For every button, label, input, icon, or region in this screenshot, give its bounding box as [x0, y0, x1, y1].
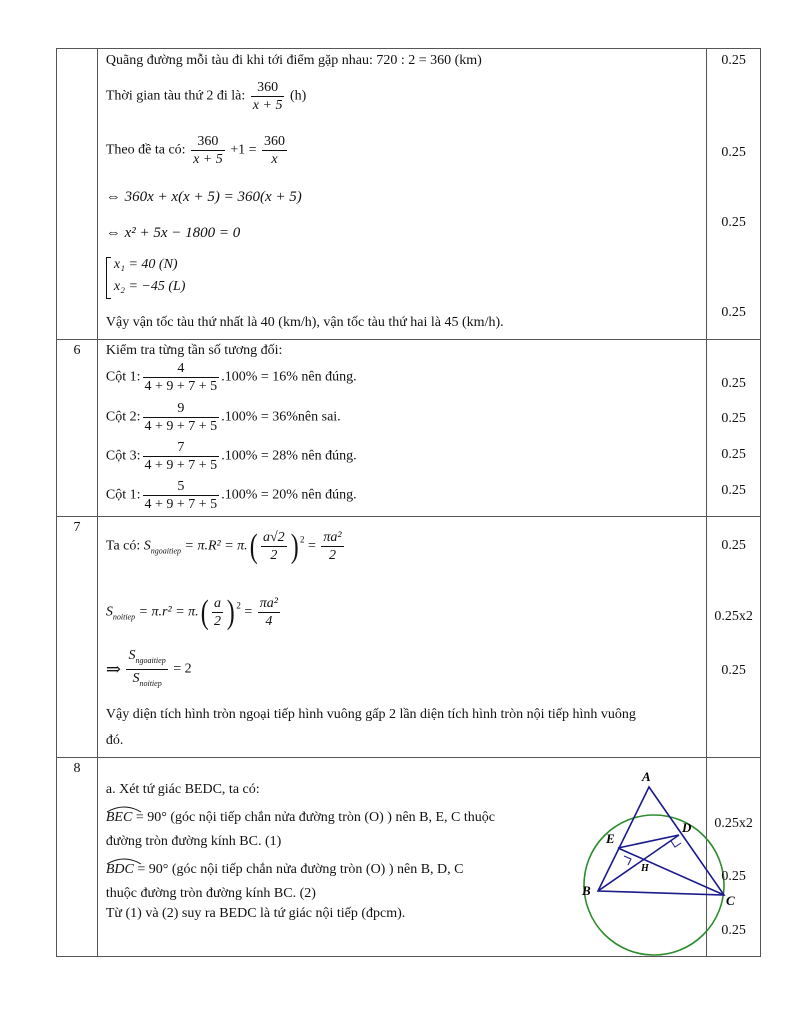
row-content-cell	[97, 517, 706, 758]
fraction: $\frac{360}{x}$	[264, 134, 286, 167]
score-value: 0.25	[721, 663, 746, 678]
label-B: B	[581, 883, 591, 898]
score-value: 0.25x2	[714, 816, 753, 831]
frequency-line: Cột 1: $\frac{5}{4 + 9 + 7 + 5}$ .100% = 20% nên đúng.	[105, 479, 357, 512]
score-cell	[707, 340, 761, 517]
frequency-line: Cột 2: $\frac{9}{4 + 9 + 7 + 5}$ .100% = 36%nên sai.	[105, 401, 341, 434]
text-line: đường tròn đường kính BC. (1)	[105, 834, 282, 849]
table-row	[57, 340, 761, 517]
right-angle-D	[671, 841, 681, 847]
equation-line: ⇒ $\frac{S_{ngoaitiep}}{S_{noitiep}}$ = 2	[106, 647, 192, 692]
angle-notation: BDC	[106, 862, 134, 878]
bracket-mark	[106, 257, 111, 299]
text-line: BEC = 90° (góc nội tiếp chắn nửa đường tròn (O) ) nên B, E, C thuộc	[106, 810, 495, 826]
text-label: (h)	[289, 88, 307, 104]
arc-mark	[106, 857, 142, 865]
text-line: a. Xét tứ giác BEDC, ta có:	[105, 782, 260, 797]
equation-line: ⇔ x² + 5x − 1800 = 0	[105, 225, 241, 241]
right-angle-E	[624, 856, 631, 865]
label-H: H	[640, 863, 649, 874]
label-C: C	[725, 893, 735, 908]
table-row	[57, 758, 761, 957]
equation-line	[106, 79, 306, 114]
row-content-cell	[97, 49, 706, 340]
equation-line: Ta có: $S_{ngoaitiep} = \pi.R^2 = \pi$.( $\frac{a√2}{2}$ ) $^2$ = $\frac{\text{πa²}}{2}$	[105, 527, 342, 565]
score-value: 0.25	[721, 305, 746, 320]
score-cell	[707, 49, 761, 340]
row-number-cell	[57, 49, 98, 340]
text-line: Vậy diện tích hình tròn ngoại tiếp hình vuông gấp 2 lần diện tích hình tròn nội tiếp hình vuông	[105, 707, 636, 722]
score-value: 0.25	[721, 411, 746, 426]
label-D: D	[681, 820, 692, 835]
fraction: $\frac{360}{x + 5}$	[252, 80, 283, 113]
score-value: 0.25	[721, 447, 746, 462]
answer-table	[56, 48, 761, 957]
row-number-cell: 8	[57, 758, 98, 957]
score-value: 0.25	[721, 538, 746, 553]
solution-item: x₁ = 40 (N)	[113, 257, 178, 272]
score-value: 0.25	[721, 145, 746, 160]
equation-line: $S_{noitiep} = \pi.r^2 = \pi$.( $\frac{a}{2}$ ) $^2$ = $\frac{\text{πa²}}{4}$	[105, 593, 278, 631]
fraction: $\frac{\text{πa²}}{2}$	[323, 530, 342, 563]
text-line: đó.	[105, 733, 124, 748]
score-cell	[707, 517, 761, 758]
label-E: E	[605, 831, 615, 846]
score-value: 0.25	[721, 376, 746, 391]
fraction: $\frac{\text{πa²}}{4}$	[259, 596, 278, 629]
score-value: 0.25	[721, 215, 746, 230]
fraction: $\frac{5}{4 + 9 + 7 + 5}$	[144, 479, 218, 512]
score-value: 0.25	[721, 53, 746, 68]
row-number-cell: 6	[57, 340, 98, 517]
fraction: $\frac{a√2}{2}$	[263, 530, 285, 563]
frequency-line: Cột 3: $\frac{7}{4 + 9 + 7 + 5}$ .100% = 28% nên đúng.	[105, 440, 357, 473]
fraction: $\frac{360}{x + 5}$	[193, 134, 223, 167]
score-value: 0.25	[721, 869, 746, 884]
solution-item: x₂ = −45 (L)	[113, 279, 186, 294]
fraction: $\frac{9}{4 + 9 + 7 + 5}$	[144, 401, 218, 434]
row-content-cell	[97, 340, 706, 517]
row-number-cell: 7	[57, 517, 98, 758]
score-value: 0.25	[721, 923, 746, 938]
text-label: Thời gian tàu thứ 2 đi là:	[105, 88, 246, 104]
text-line: Kiểm tra từng tần số tương đối:	[105, 343, 283, 358]
fraction: $\frac{a}{2}$	[214, 596, 221, 629]
fraction: $\frac{4}{4 + 9 + 7 + 5}$	[144, 361, 218, 394]
text-line: Từ (1) và (2) suy ra BEDC là tứ giác nội tiếp (đpcm).	[105, 906, 406, 921]
text-line: BDC = 90° (góc nội tiếp chắn nửa đường tròn (O) ) nên B, D, C	[106, 862, 464, 878]
text-line: thuộc đường tròn đường kính BC. (2)	[105, 886, 316, 901]
fraction: $\frac{S_{ngoaitiep}}{S_{noitiep}}$	[126, 647, 167, 692]
score-value: 0.25x2	[714, 609, 753, 624]
label-A: A	[641, 769, 651, 784]
score-cell	[707, 758, 761, 957]
text-line: Quãng đường mỗi tàu đi khi tới điểm gặp nhau: 720 : 2 = 360 (km)	[105, 53, 482, 68]
arc-mark	[106, 805, 142, 813]
table-row	[57, 517, 761, 758]
frequency-line: Cột 1: $\frac{4}{4 + 9 + 7 + 5}$ .100% = 16% nên đúng.	[105, 361, 357, 394]
solution-bracket	[106, 255, 226, 301]
text-line: Vậy vận tốc tàu thứ nhất là 40 (km/h), vận tốc tàu thứ hai là 45 (km/h).	[105, 315, 504, 330]
text-label: +1 =	[230, 142, 257, 158]
score-value: 0.25	[721, 483, 746, 498]
table-row	[57, 49, 761, 340]
angle-notation: BEC	[106, 810, 132, 826]
equation-line	[106, 133, 289, 168]
equation-line: ⇔ 360x + x(x + 5) = 360(x + 5)	[105, 189, 302, 205]
text-label: Theo đề ta có:	[105, 142, 186, 158]
fraction: $\frac{7}{4 + 9 + 7 + 5}$	[144, 440, 218, 473]
